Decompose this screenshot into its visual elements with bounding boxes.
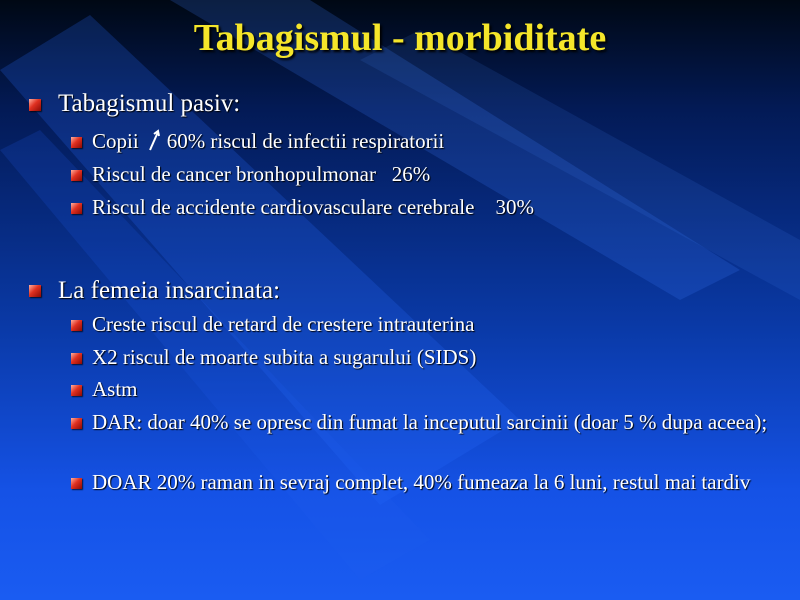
list-item-prefix: Copii	[92, 129, 139, 153]
list-item-quit-rate: DAR: doar 40% se opresc din fumat la inceputul sarcinii (doar 5 % dupa aceea);	[92, 410, 768, 434]
list-item-text: 60% riscul de infectii respiratorii	[166, 129, 445, 153]
bullet-icon	[29, 99, 41, 111]
list-item-stroke-risk: Riscul de accidente cardiovasculare cerebrale 30%	[92, 195, 534, 219]
bullet-icon	[71, 137, 82, 148]
up-arrow-icon	[145, 129, 163, 151]
list-item-cancer-risk: Riscul de cancer bronhopulmonar 26%	[92, 162, 431, 186]
list-item-asthma: Astm	[92, 377, 138, 401]
bullet-icon	[71, 418, 82, 429]
section-heading-pregnant-women: La femeia insarcinata:	[58, 277, 281, 304]
list-item-withdrawal-rate: DOAR 20% raman in sevraj complet, 40% fumeaza la 6 luni, restul mai tardiv	[92, 470, 751, 494]
bullet-icon	[71, 170, 82, 181]
bullet-icon	[29, 285, 41, 297]
bullet-icon	[71, 320, 82, 331]
section-heading-passive-smoking: Tabagismul pasiv:	[58, 90, 241, 117]
list-item-sids-risk: X2 riscul de moarte subita a sugarului (SIDS)	[92, 345, 477, 369]
slide-title: Tabagismul - morbiditate	[193, 17, 607, 59]
bullet-icon	[71, 203, 82, 214]
bullet-icon	[71, 478, 82, 489]
list-item-growth-retardation: Creste riscul de retard de crestere intrauterina	[92, 312, 475, 336]
bullet-icon	[71, 385, 82, 396]
bullet-icon	[71, 353, 82, 364]
list-item-children-risk	[92, 129, 444, 153]
